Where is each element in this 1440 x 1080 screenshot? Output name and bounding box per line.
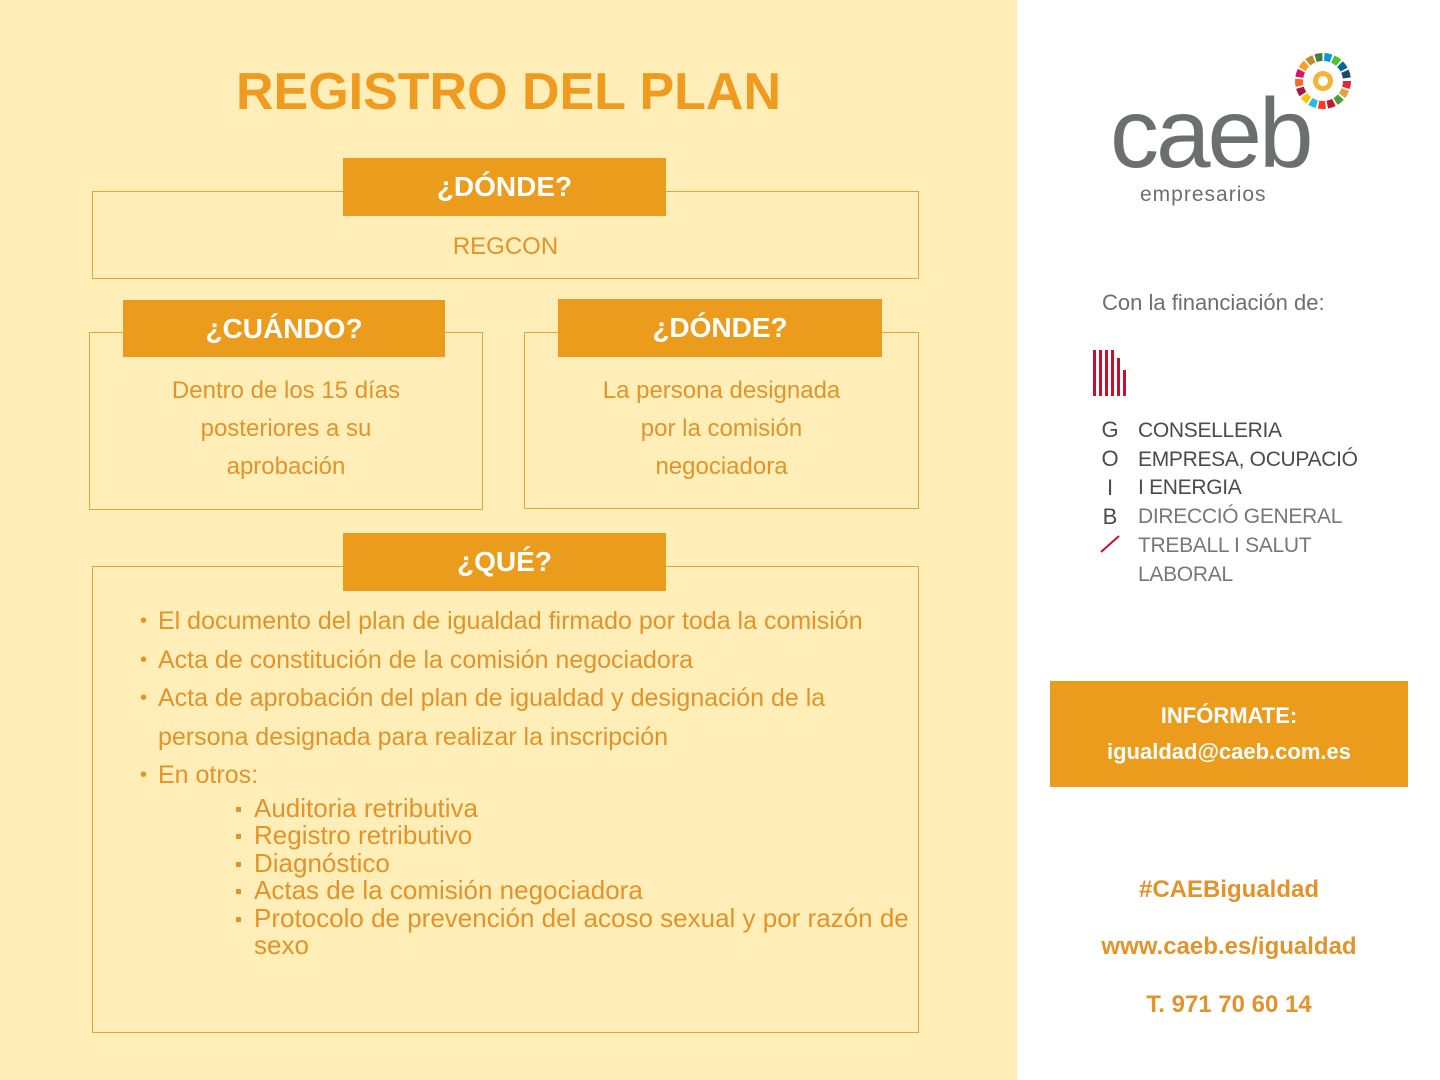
donde-value: REGCON <box>452 233 559 260</box>
goib-letter: O <box>1101 446 1119 471</box>
que-item: • Acta de constitución de la comisión negociadora <box>140 641 910 680</box>
hashtag: #CAEBigualdad <box>1138 876 1320 903</box>
que-item-otros-label: En otros: <box>158 761 259 789</box>
info-label: INFÓRMATE: <box>1160 703 1298 728</box>
cuando-text <box>89 372 483 486</box>
que-item: • Acta de aprobación del plan de igualdad y designación de la persona designada para realizar la inscripción <box>140 679 910 756</box>
website-link[interactable]: www.caeb.es/igualdad <box>1101 933 1357 960</box>
goib-line: DIRECCIÓ GENERAL <box>1138 505 1343 529</box>
cuando-label: ¿CUÁNDO? <box>123 300 445 357</box>
que-sub-item: Actas de la comisión negociadora <box>236 877 910 905</box>
que-sub-item: Auditoria retributiva <box>236 795 910 823</box>
caeb-logo-subtitle: empresarios <box>1140 183 1267 206</box>
goib-letter: G <box>1101 417 1119 442</box>
donde-persona-line: La persona designada <box>602 377 841 404</box>
donde-persona-line: por la comisión <box>640 415 803 442</box>
cuando-line: posteriores a su <box>200 415 372 442</box>
info-box <box>1050 681 1408 787</box>
goib-line: TREBALL I SALUT <box>1138 533 1312 557</box>
que-list <box>140 602 910 960</box>
goib-line: EMPRESA, OCUPACIÓ <box>1138 447 1358 471</box>
que-sub-list <box>236 792 910 960</box>
que-sub-item: Protocolo de prevención del acoso sexual y por razón de sexo <box>236 905 910 960</box>
goib-letter: B <box>1102 504 1118 529</box>
goib-flag-icon <box>1093 350 1127 396</box>
goib-slash-icon <box>1099 534 1121 554</box>
goib-letters <box>1098 415 1122 531</box>
cuando-line: Dentro de los 15 días <box>171 377 401 404</box>
caeb-logo: caeb <box>1110 78 1311 188</box>
goib-letter: I <box>1106 475 1114 500</box>
que-sub-item: Registro retributivo <box>236 822 910 850</box>
donde-persona-line: negociadora <box>655 453 788 480</box>
info-email-link[interactable]: igualdad@caeb.com.es <box>1107 739 1351 764</box>
phone-number: T. 971 70 60 14 <box>1146 991 1312 1018</box>
que-sub-item: Diagnóstico <box>236 850 910 878</box>
donde-persona-text <box>524 372 919 486</box>
goib-line: CONSELLERIA <box>1138 419 1282 442</box>
goib-department-text <box>1138 417 1358 589</box>
cuando-line: aprobación <box>226 453 346 480</box>
donde-label: ¿DÓNDE? <box>343 158 666 216</box>
que-label: ¿QUÉ? <box>343 533 666 591</box>
financiacion-label: Con la financiación de: <box>1102 290 1325 315</box>
donde-persona-label: ¿DÓNDE? <box>558 299 882 357</box>
page-title: REGISTRO DEL PLAN <box>235 63 782 121</box>
goib-line: I ENERGIA <box>1138 476 1242 500</box>
goib-line: LABORAL <box>1138 562 1233 586</box>
que-item: • El documento del plan de igualdad firmado por toda la comisión <box>140 602 910 641</box>
que-item-otros <box>140 756 910 960</box>
